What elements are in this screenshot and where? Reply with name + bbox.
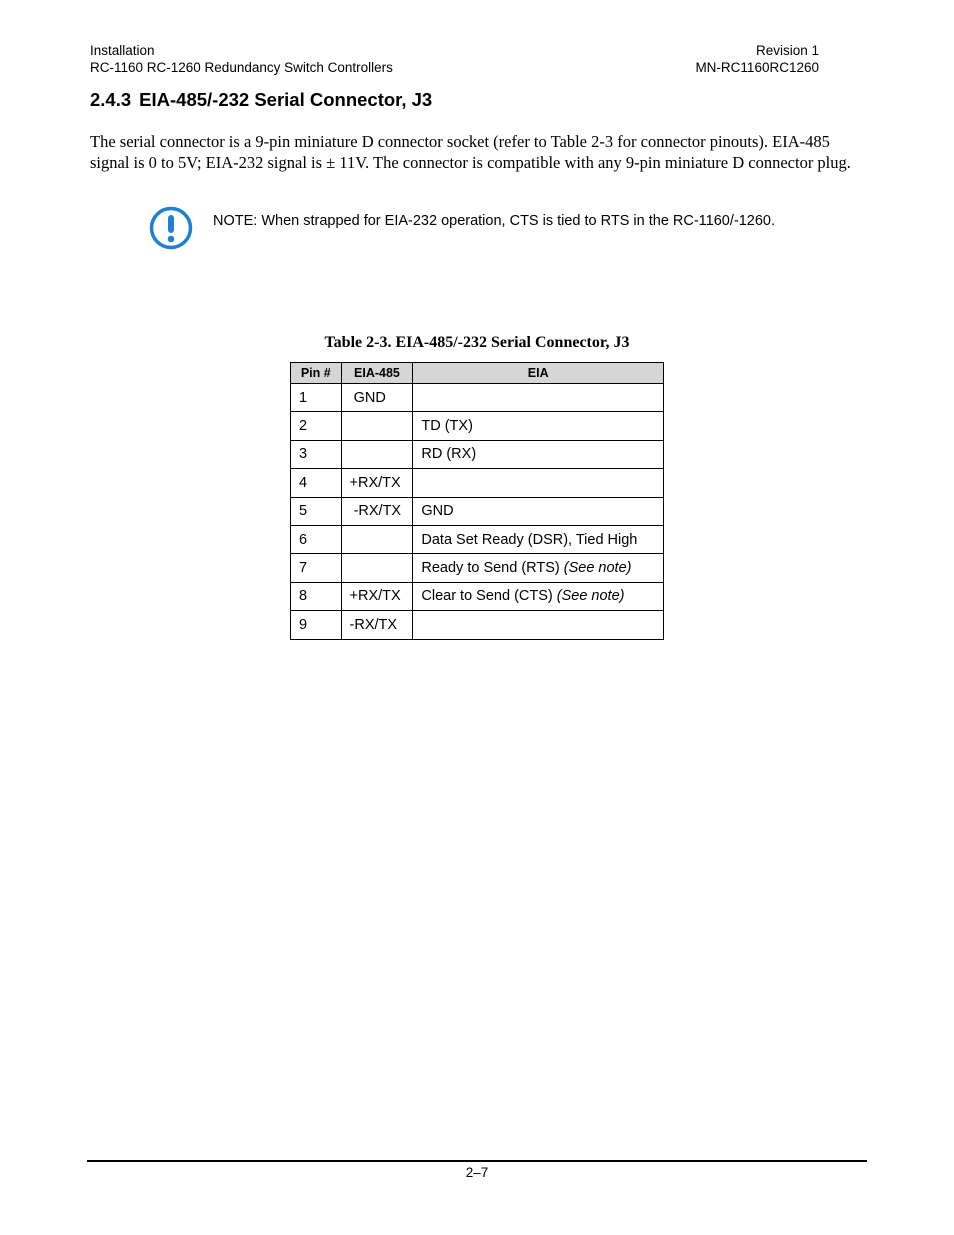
table-row xyxy=(291,611,664,639)
section-title xyxy=(90,89,432,111)
cell-eia-text: GND xyxy=(421,503,454,520)
cell-pin: 6 xyxy=(291,525,342,553)
cell-pin: 5 xyxy=(291,497,342,525)
section-number: 2.4.3 xyxy=(90,89,132,110)
table-row xyxy=(291,469,664,497)
cell-eia xyxy=(413,525,664,553)
footer-rule xyxy=(87,1160,867,1162)
section-heading: EIA-485/-232 Serial Connector, J3 xyxy=(139,89,433,110)
exclamation-circle-icon xyxy=(149,206,193,250)
cell-eia485: -RX/TX xyxy=(341,611,413,639)
column-header-eia: EIA xyxy=(413,363,664,384)
cell-pin: 3 xyxy=(291,440,342,468)
cell-eia-text: TD (TX) xyxy=(421,418,473,435)
cell-eia-note: (See note) xyxy=(563,560,632,577)
page-header-left xyxy=(90,43,393,76)
cell-eia xyxy=(413,384,664,412)
note-text: NOTE: When strapped for EIA-232 operation, CTS is tied to RTS in the RC-1160/-1260. xyxy=(213,213,776,229)
cell-pin: 4 xyxy=(291,469,342,497)
table-header-row xyxy=(291,363,664,384)
cell-pin: 1 xyxy=(291,384,342,412)
table-row xyxy=(291,384,664,412)
header-chapter: Installation xyxy=(90,43,155,58)
column-header-eia485: EIA-485 xyxy=(341,363,413,384)
cell-pin: 8 xyxy=(291,582,342,610)
table-caption: Table 2-3. EIA-485/-232 Serial Connector, J3 xyxy=(324,334,630,351)
cell-eia xyxy=(413,554,664,582)
header-product: RC-1160 RC-1260 Redundancy Switch Controllers xyxy=(90,59,393,75)
page-header-right xyxy=(695,43,819,76)
header-revision: Revision 1 xyxy=(755,43,819,58)
table-row xyxy=(291,554,664,582)
table-row xyxy=(291,582,664,610)
cell-eia xyxy=(413,497,664,525)
cell-eia485 xyxy=(341,440,413,468)
header-doc-number: MN-RC1160RC1260 xyxy=(695,59,819,75)
body-paragraph: The serial connector is a 9-pin miniature D connector socket (refer to Table 2-3 for connector pinouts). EIA-485 signal is 0 to 5V; EIA-232 signal is ± 11V. The connector is compatible with any 9-pin miniature D connector plug. xyxy=(90,132,851,172)
table-row xyxy=(291,497,664,525)
cell-eia xyxy=(413,412,664,440)
cell-eia xyxy=(413,611,664,639)
cell-eia485 xyxy=(341,554,413,582)
cell-eia485: +RX/TX xyxy=(341,469,413,497)
cell-eia-text: Clear to Send (CTS) xyxy=(421,588,557,605)
cell-pin: 2 xyxy=(291,412,342,440)
cell-eia-text: RD (RX) xyxy=(421,446,477,463)
cell-eia-text: Ready to Send (RTS) xyxy=(421,560,564,577)
table-row xyxy=(291,412,664,440)
cell-eia485 xyxy=(341,525,413,553)
cell-eia485: GND xyxy=(341,384,413,412)
cell-eia xyxy=(413,582,664,610)
cell-eia-text: Data Set Ready (DSR), Tied High xyxy=(421,531,638,548)
cell-pin: 9 xyxy=(291,611,342,639)
page-number: 2–7 xyxy=(465,1165,489,1180)
cell-eia485: -RX/TX xyxy=(341,497,413,525)
cell-pin: 7 xyxy=(291,554,342,582)
table-row xyxy=(291,440,664,468)
serial-connector-table xyxy=(290,362,664,640)
table-row xyxy=(291,525,664,553)
cell-eia-note: (See note) xyxy=(556,588,625,605)
cell-eia485 xyxy=(341,412,413,440)
cell-eia485: +RX/TX xyxy=(341,582,413,610)
cell-eia xyxy=(413,469,664,497)
cell-eia xyxy=(413,440,664,468)
column-header-pin: Pin # xyxy=(291,363,342,384)
